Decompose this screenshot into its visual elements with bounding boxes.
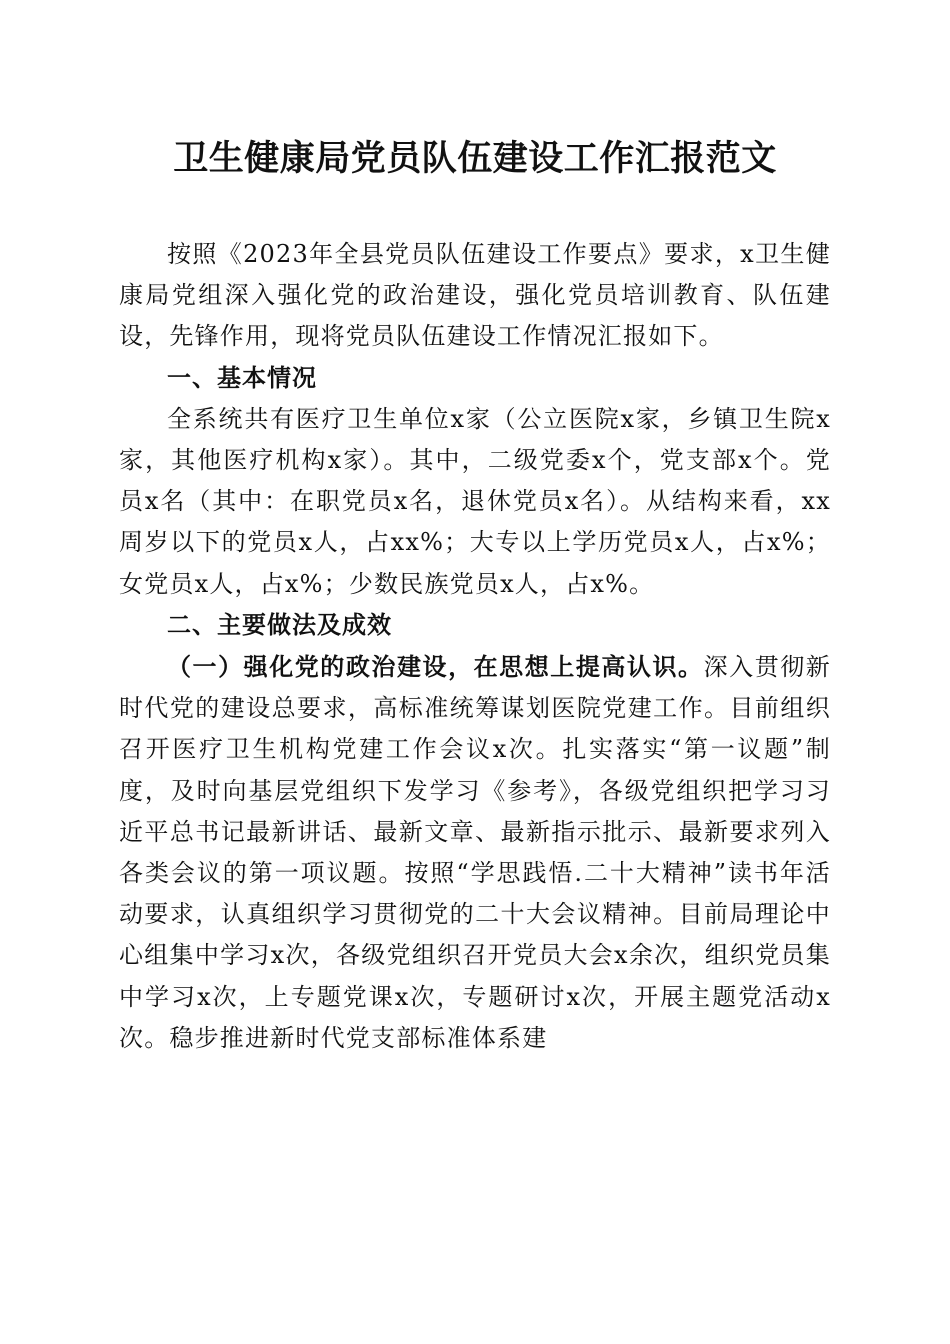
basic-situation-paragraph: 全系统共有医疗卫生单位x家（公立医院x家，乡镇卫生院x家，其他医疗机构x家）。其中，二级党委x个，党支部x个。党员x名（其中：在职党员x名，退休党员x名）。从结构来看，xx周岁以下的党员x人，占xx%；大专以上学历党员x人，占x%；女党员x人，占x%；少数民族党员x人，占x%。 bbox=[119, 404, 831, 598]
paragraph-body-text: 深入贯彻新时代党的建设总要求，高标准统筹谋划医院党建工作。目前组织召开医疗卫生机构党建工作会议x次。扎实落实“第一议题”制度，及时向基层党组织下发学习《参考》，各级党组织把学习习近平总书记最新讲话、最新文章、最新指示批示、最新要求列入各类会议的第一项议题。按照“学思践悟.二十大精神”读书年活动要求，认真组织学习贯彻党的二十大会议精神。目前局理论中心组集中学习x次，各级党组织召开党员大会x余次，组织党员集中学习x次，上专题党课x次，专题研讨x次，开展主题党活动x次。稳步推进新时代党支部标准体系建 bbox=[119, 653, 832, 1052]
document-body bbox=[119, 234, 831, 1059]
paragraph-lead-sentence: （一）强化党的政治建设，在思想上提高认识。 bbox=[167, 652, 704, 682]
document-title: 卫生健康局党员队伍建设工作汇报范文 bbox=[173, 138, 777, 179]
section-heading-main-practices: 二、主要做法及成效 bbox=[167, 610, 392, 639]
main-practices-paragraph-1 bbox=[119, 646, 831, 1059]
section-heading-basic-situation: 一、基本情况 bbox=[167, 363, 317, 392]
intro-paragraph: 按照《2023年全县党员队伍建设工作要点》要求，x卫生健康局党组深入强化党的政治建设，强化党员培训教育、队伍建设，先锋作用，现将党员队伍建设工作情况汇报如下。 bbox=[119, 240, 831, 351]
